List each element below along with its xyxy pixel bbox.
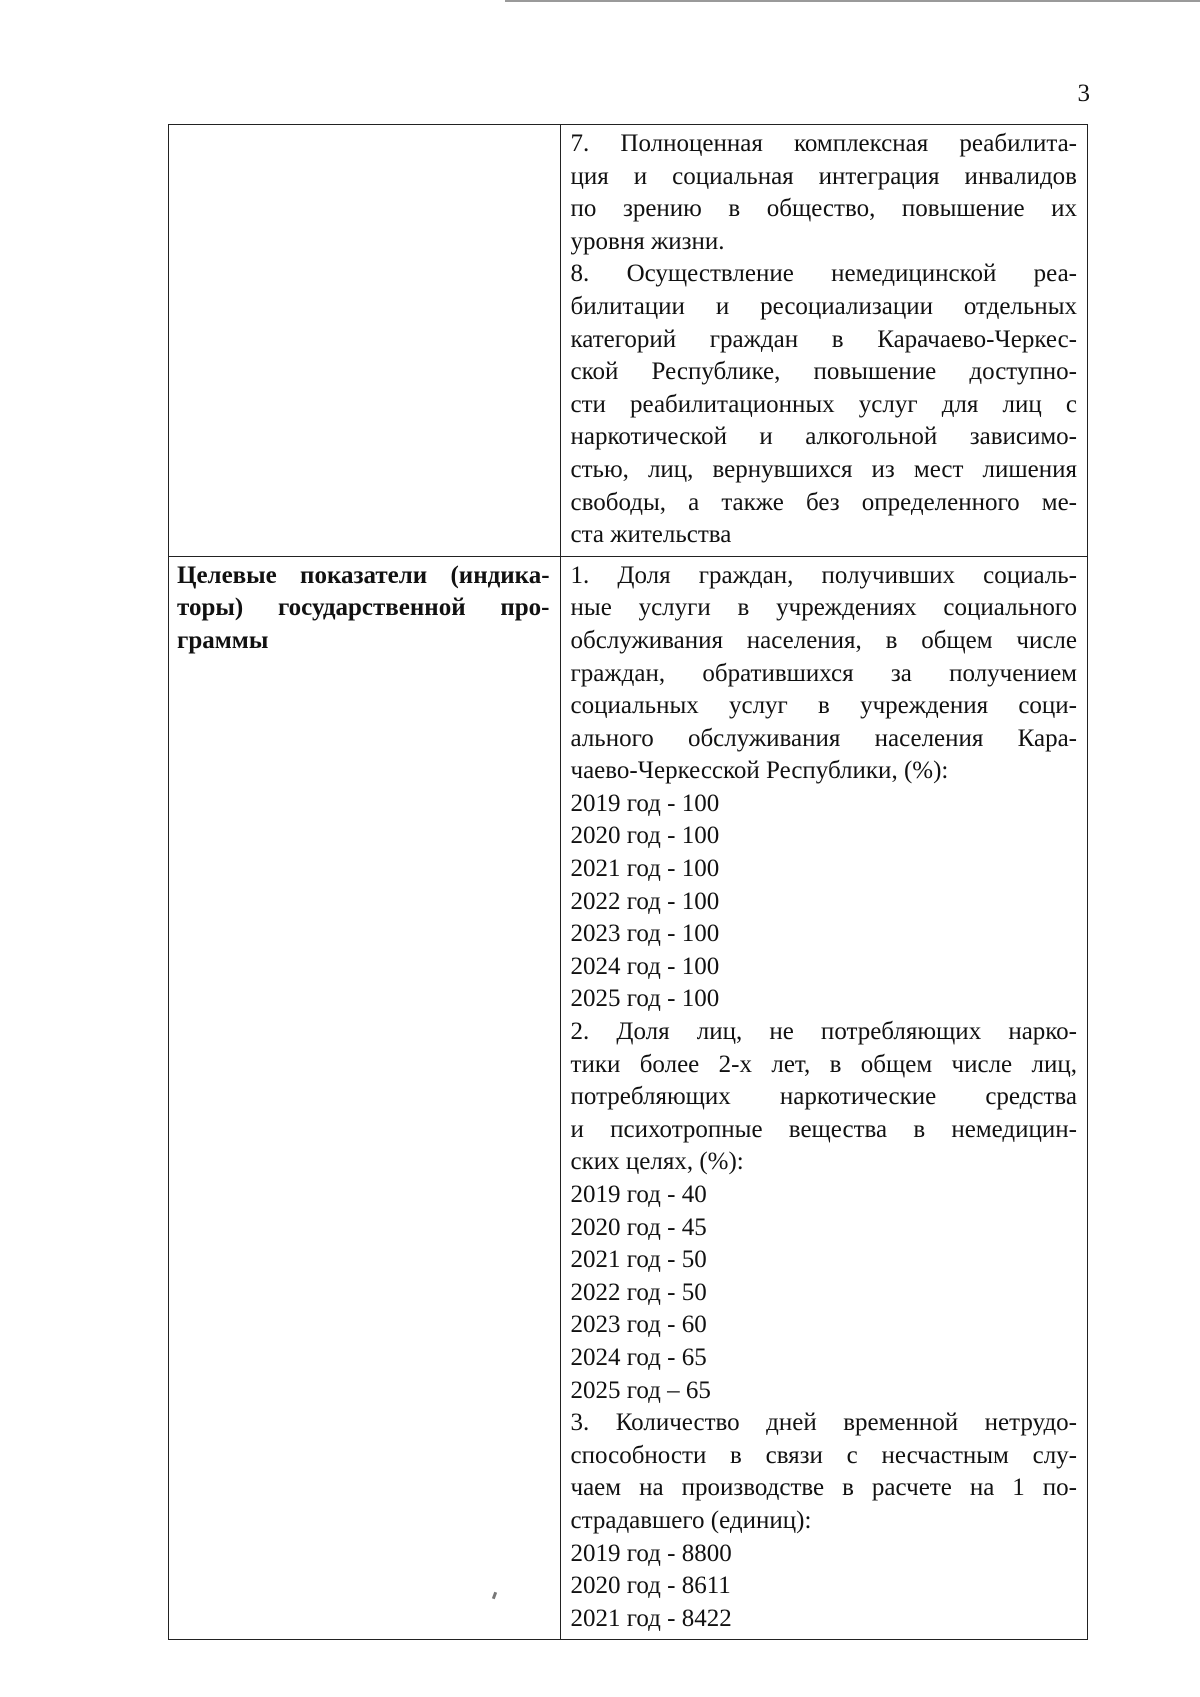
text-line: билитации и ресоциализации отдельных — [570, 292, 1077, 320]
target-indicators-text — [571, 560, 1077, 1636]
text-line: ской Республике, повышение доступно- — [570, 358, 1077, 386]
row-label-target-indicators — [169, 556, 561, 1640]
text-line: ских целях, (%): — [570, 1148, 744, 1176]
row-content — [560, 556, 1087, 1640]
text-line: 2019 год - 40 — [570, 1181, 707, 1208]
text-line: граммы — [177, 626, 269, 654]
table-row — [169, 556, 1088, 1640]
text-line: 2020 год - 45 — [570, 1213, 707, 1241]
text-line: Целевые показатели (индика- — [177, 561, 550, 589]
text-line: уровня жизни. — [570, 227, 725, 255]
text-line: 2024 год - 65 — [570, 1343, 707, 1371]
text-line: 2022 год - 100 — [570, 887, 720, 915]
page-number: 3 — [1077, 80, 1090, 107]
row-label-empty — [169, 125, 561, 557]
text-line: 2021 год - 8422 — [570, 1604, 732, 1632]
text-line: торы) государственной про- — [177, 594, 550, 622]
text-line: наркотической и алкогольной зависимо- — [570, 423, 1077, 451]
text-line: 2020 год - 8611 — [570, 1572, 731, 1600]
target-indicators-label — [177, 560, 550, 658]
text-line: 2022 год - 50 — [570, 1278, 707, 1306]
text-line: по зрению в общество, повышение их — [570, 195, 1077, 223]
text-line: социальных услуг в учреждения соци- — [570, 692, 1077, 720]
row-content — [560, 125, 1087, 557]
text-line: страдавшего (единиц): — [570, 1506, 812, 1534]
text-line: 2021 год - 50 — [570, 1246, 707, 1274]
program-passport-table — [168, 124, 1088, 1640]
text-line: категорий граждан в Карачаево-Черкес- — [570, 325, 1077, 353]
text-line: способности в связи с несчастным слу- — [570, 1441, 1077, 1469]
scan-edge-line — [505, 0, 1200, 2]
text-line: тики более 2-х лет, в общем числе лиц, — [570, 1050, 1077, 1078]
text-line: 1. Доля граждан, получивших социаль- — [570, 561, 1077, 589]
text-line: сти реабилитационных услуг для лиц с — [570, 390, 1077, 418]
text-line: ста жительства — [570, 521, 732, 549]
text-line: 2025 год – 65 — [570, 1376, 711, 1404]
goals-continuation-text — [571, 128, 1077, 552]
table-row — [169, 125, 1088, 557]
text-line: ция и социальная интеграция инвалидов — [570, 162, 1077, 190]
text-line: 2024 год - 100 — [570, 952, 720, 980]
text-line: 2023 год - 60 — [570, 1311, 707, 1339]
text-line: 2025 год - 100 — [570, 985, 720, 1013]
text-line: ального обслуживания населения Кара- — [570, 724, 1077, 752]
text-line: 8. Осуществление немедицинской реа- — [570, 260, 1077, 288]
text-line: 2020 год - 100 — [570, 822, 720, 850]
text-line: граждан, обратившихся за получением — [570, 659, 1077, 687]
text-line: ные услуги в учреждениях социального — [570, 594, 1077, 622]
text-line: 2019 год - 8800 — [570, 1539, 732, 1567]
text-line: чаево-Черкесской Республики, (%): — [570, 757, 949, 785]
text-line: 2021 год - 100 — [570, 855, 720, 883]
text-line: 7. Полноценная комплексная реабилита- — [570, 130, 1077, 157]
text-line: стью, лиц, вернувшихся из мест лишения — [570, 455, 1077, 483]
text-line: 2019 год - 100 — [570, 789, 720, 817]
text-line: чаем на производстве в расчете на 1 по- — [570, 1474, 1077, 1502]
text-line: свободы, а также без определенного ме- — [570, 488, 1077, 516]
text-line: 2023 год - 100 — [570, 920, 720, 948]
text-line: 2. Доля лиц, не потребляющих нарко- — [570, 1018, 1077, 1046]
text-line: 3. Количество дней временной нетрудо- — [570, 1409, 1077, 1437]
text-line: обслуживания населения, в общем числе — [570, 626, 1077, 654]
text-line: потребляющих наркотические средства — [570, 1083, 1077, 1111]
text-line: и психотропные вещества в немедицин- — [570, 1115, 1077, 1143]
